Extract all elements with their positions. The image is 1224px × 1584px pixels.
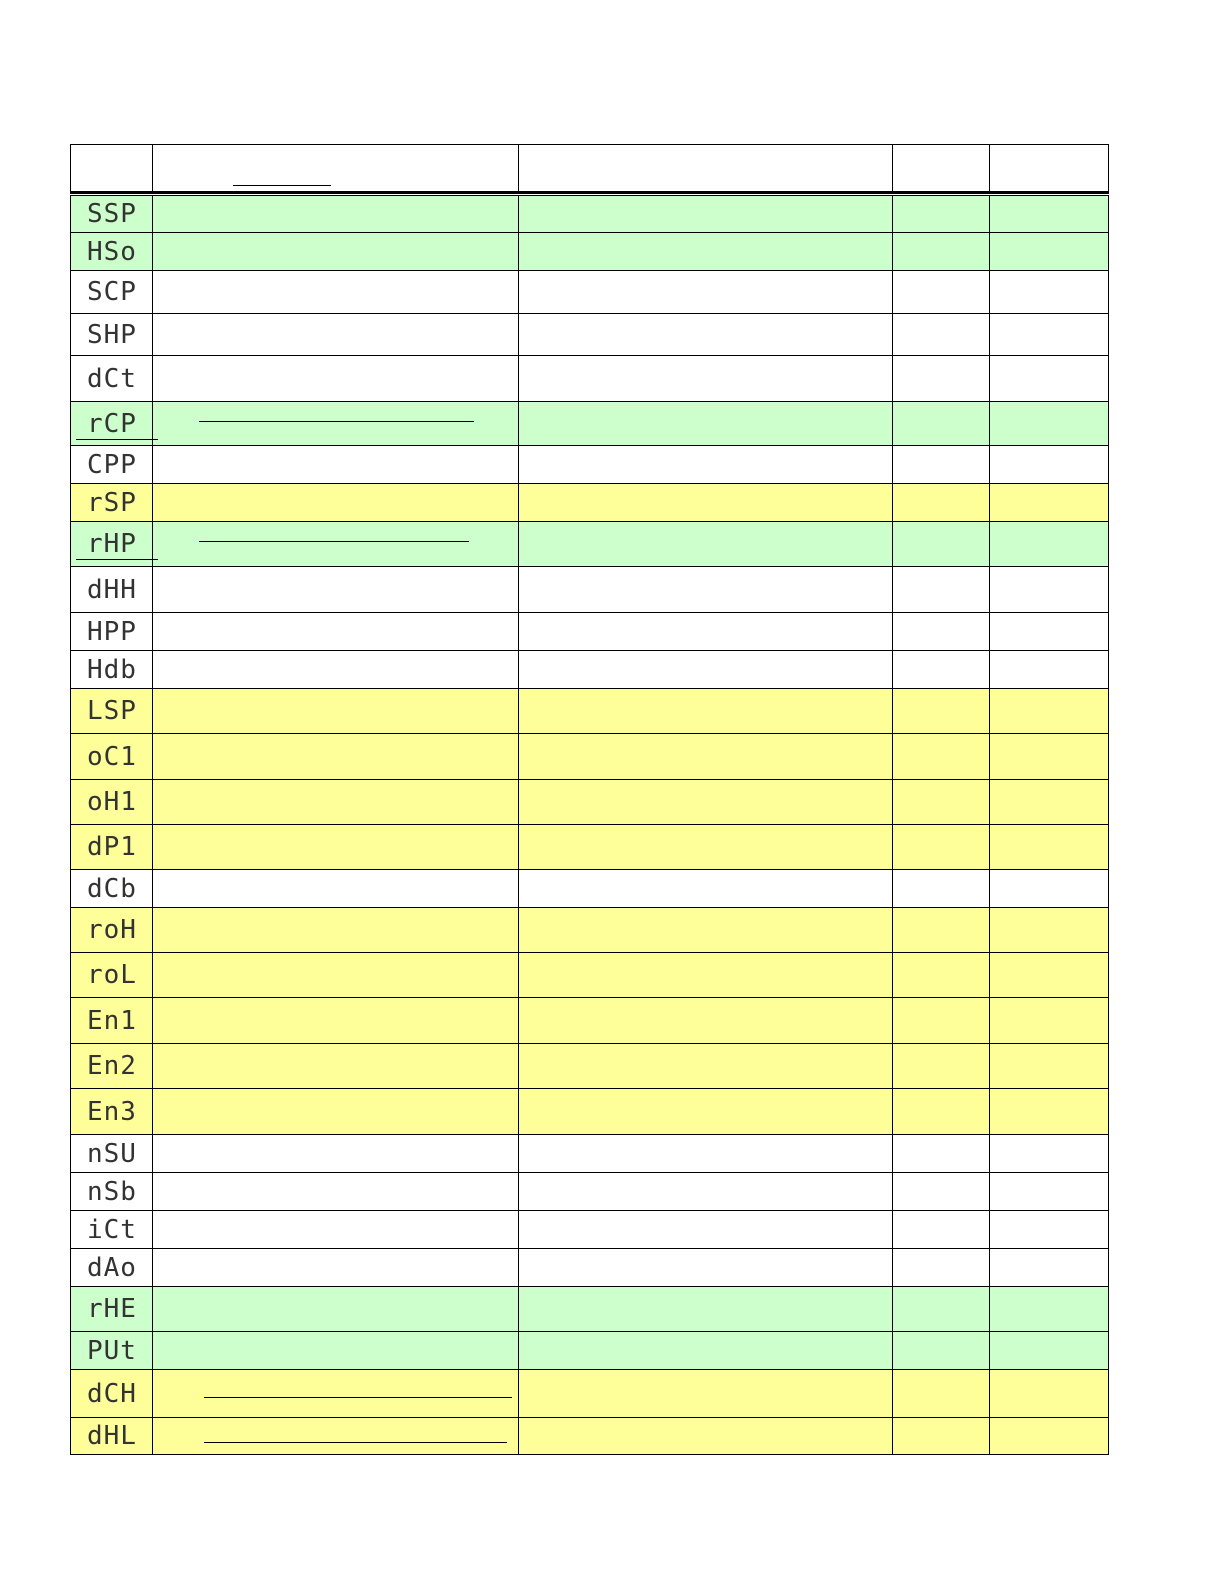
setting-cell [518,952,892,997]
default-cell [892,1134,989,1172]
table-row [70,779,1109,824]
parameter-code: nSU [87,1138,137,1169]
description-cell [152,1172,518,1210]
table-row [70,612,1109,650]
table-row [70,824,1109,869]
setting-cell [518,1248,892,1286]
parameter-code: En3 [87,1096,137,1127]
notes-cell [989,1172,1109,1210]
code-cell [70,952,152,997]
underline-rule [199,421,474,422]
setting-cell [518,232,892,270]
notes-cell [989,1286,1109,1331]
parameter-code: dCH [87,1378,137,1409]
table-bottom-border [70,1454,1109,1455]
notes-cell [989,445,1109,483]
setting-cell [518,907,892,952]
parameter-code: PUt [87,1335,137,1366]
underline-rule [76,439,158,440]
default-cell [892,1417,989,1454]
default-cell [892,566,989,612]
setting-cell [518,1134,892,1172]
notes-cell [989,650,1109,688]
setting-cell [518,566,892,612]
code-cell [70,1172,152,1210]
notes-cell [989,688,1109,733]
parameter-code: Hdb [87,654,137,685]
notes-cell [989,313,1109,355]
notes-cell [989,521,1109,566]
notes-cell [989,401,1109,445]
code-cell [70,270,152,313]
parameter-code: En1 [87,1005,137,1036]
setting-cell [518,733,892,779]
underline-rule [76,559,158,560]
code-cell [70,1286,152,1331]
default-cell [892,355,989,401]
underline-rule [204,1397,512,1398]
description-cell [152,1043,518,1088]
table-row [70,1369,1109,1417]
notes-cell [989,270,1109,313]
description-cell [152,688,518,733]
code-cell [70,733,152,779]
table-row [70,401,1109,445]
description-cell [152,355,518,401]
table-header-row [70,144,1109,194]
description-cell [152,907,518,952]
notes-cell [989,779,1109,824]
underline-rule [204,1442,507,1443]
table-row [70,952,1109,997]
notes-cell [989,232,1109,270]
notes-cell [989,1369,1109,1417]
code-cell [70,483,152,521]
notes-cell [989,1043,1109,1088]
description-cell [152,270,518,313]
notes-cell [989,997,1109,1043]
setting-cell [518,688,892,733]
parameter-code: rCP [87,408,137,439]
setting-cell [518,355,892,401]
parameter-code: SHP [87,319,137,350]
parameter-code: CPP [87,449,137,480]
parameter-code: iCt [87,1214,137,1245]
code-cell [70,1248,152,1286]
parameter-code: rHP [87,529,137,559]
setting-cell [518,869,892,907]
description-cell [152,1331,518,1369]
code-cell [70,445,152,483]
default-cell [892,1088,989,1134]
parameter-code: HPP [87,616,137,647]
setting-cell [518,997,892,1043]
header-cell-setting [518,144,892,191]
setting-cell [518,1088,892,1134]
parameter-code: dCb [87,873,137,904]
notes-cell [989,483,1109,521]
setting-cell [518,1331,892,1369]
parameter-code: LSP [87,696,137,726]
default-cell [892,733,989,779]
parameter-code: oH1 [87,787,137,817]
code-cell [70,313,152,355]
table-row [70,1286,1109,1331]
default-cell [892,997,989,1043]
parameter-code: SCP [87,277,137,307]
default-cell [892,1248,989,1286]
code-cell [70,1043,152,1088]
table-row [70,355,1109,401]
table-row [70,521,1109,566]
header-cell-code [70,144,152,191]
table-row [70,1088,1109,1134]
code-cell [70,195,152,232]
description-cell [152,1088,518,1134]
notes-cell [989,1088,1109,1134]
table-row [70,313,1109,355]
table-row [70,270,1109,313]
table-row [70,195,1109,232]
parameter-code: rHE [87,1294,137,1324]
notes-cell [989,195,1109,232]
setting-cell [518,483,892,521]
default-cell [892,907,989,952]
table-row [70,1210,1109,1248]
setting-cell [518,1210,892,1248]
code-cell [70,1417,152,1454]
description-cell [152,313,518,355]
default-cell [892,483,989,521]
notes-cell [989,1417,1109,1454]
description-cell [152,1210,518,1248]
parameter-code: dCt [87,363,137,394]
default-cell [892,952,989,997]
setting-cell [518,521,892,566]
setting-cell [518,612,892,650]
parameter-code: roH [87,915,137,945]
parameter-code: oC1 [87,741,137,772]
parameter-code: dAo [87,1252,137,1283]
table-row [70,907,1109,952]
setting-cell [518,779,892,824]
table-row [70,232,1109,270]
parameter-code: roL [87,960,137,990]
parameter-code: dHL [87,1421,137,1451]
code-cell [70,997,152,1043]
default-cell [892,270,989,313]
description-cell [152,650,518,688]
header-cell-notes [989,144,1109,191]
header-cell-description [152,144,518,191]
code-cell [70,824,152,869]
code-cell [70,1331,152,1369]
code-cell [70,1134,152,1172]
table-row [70,650,1109,688]
description-cell [152,824,518,869]
table-row [70,1417,1109,1454]
table-row [70,1331,1109,1369]
table-row [70,1248,1109,1286]
description-cell [152,1134,518,1172]
default-cell [892,650,989,688]
parameter-code: HSo [87,236,137,267]
table-row [70,1043,1109,1088]
default-cell [892,401,989,445]
description-cell [152,612,518,650]
table-row [70,566,1109,612]
default-cell [892,688,989,733]
setting-cell [518,1286,892,1331]
table-row [70,445,1109,483]
setting-cell [518,1172,892,1210]
parameter-code: En2 [87,1051,137,1081]
setting-cell [518,313,892,355]
description-cell [152,232,518,270]
default-cell [892,612,989,650]
description-cell [152,869,518,907]
default-cell [892,313,989,355]
description-cell [152,952,518,997]
default-cell [892,824,989,869]
description-cell [152,1286,518,1331]
underline-rule [199,541,469,542]
code-cell [70,232,152,270]
notes-cell [989,1248,1109,1286]
description-cell [152,997,518,1043]
table-row [70,733,1109,779]
table-row [70,997,1109,1043]
table-row [70,688,1109,733]
description-cell [152,521,518,566]
notes-cell [989,1331,1109,1369]
notes-cell [989,869,1109,907]
default-cell [892,232,989,270]
code-cell [70,1369,152,1417]
parameter-code: nSb [87,1176,137,1207]
code-cell [70,907,152,952]
setting-cell [518,195,892,232]
description-cell [152,445,518,483]
code-cell [70,612,152,650]
default-cell [892,195,989,232]
setting-cell [518,270,892,313]
default-cell [892,869,989,907]
description-cell [152,1248,518,1286]
setting-cell [518,1369,892,1417]
notes-cell [989,824,1109,869]
setting-cell [518,650,892,688]
parameter-code: rSP [87,487,137,518]
default-cell [892,779,989,824]
notes-cell [989,952,1109,997]
setting-cell [518,1043,892,1088]
default-cell [892,1172,989,1210]
notes-cell [989,907,1109,952]
code-cell [70,869,152,907]
setting-cell [518,824,892,869]
table-row [70,483,1109,521]
default-cell [892,521,989,566]
default-cell [892,1369,989,1417]
default-cell [892,445,989,483]
notes-cell [989,733,1109,779]
code-cell [70,688,152,733]
code-cell [70,566,152,612]
description-cell [152,483,518,521]
setting-cell [518,445,892,483]
notes-cell [989,1134,1109,1172]
table-row [70,869,1109,907]
parameter-code: dHH [87,574,137,605]
table-row [70,1172,1109,1210]
code-cell [70,1088,152,1134]
default-cell [892,1331,989,1369]
description-cell [152,733,518,779]
header-cell-default [892,144,989,191]
description-cell [152,401,518,445]
description-cell [152,566,518,612]
table-row [70,1134,1109,1172]
description-cell [152,1417,518,1454]
code-cell [70,1210,152,1248]
code-cell [70,650,152,688]
parameter-code: SSP [87,199,137,229]
code-cell [70,355,152,401]
default-cell [892,1286,989,1331]
default-cell [892,1043,989,1088]
header-underline [233,185,331,186]
notes-cell [989,612,1109,650]
description-cell [152,779,518,824]
notes-cell [989,566,1109,612]
default-cell [892,1210,989,1248]
notes-cell [989,355,1109,401]
setting-cell [518,1417,892,1454]
description-cell [152,195,518,232]
parameter-code: dP1 [87,832,137,862]
code-cell [70,779,152,824]
description-cell [152,1369,518,1417]
setting-cell [518,401,892,445]
notes-cell [989,1210,1109,1248]
